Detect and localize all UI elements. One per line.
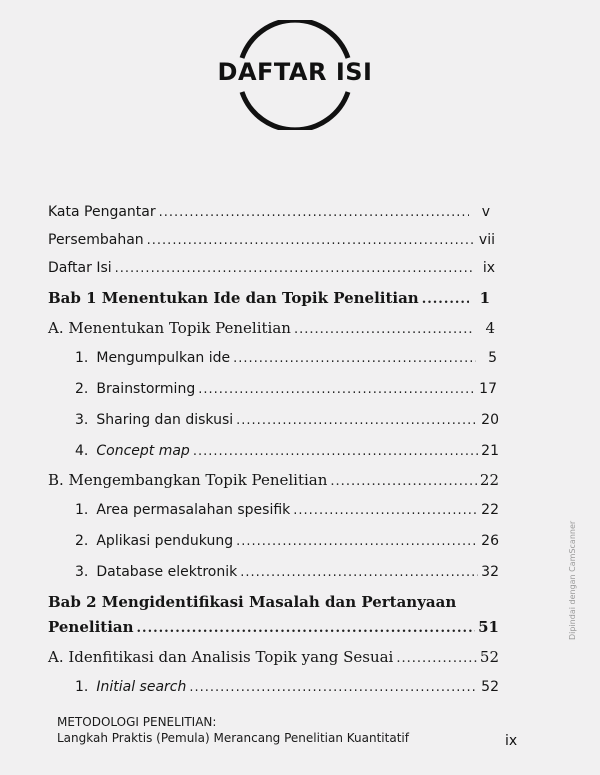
toc-label: Area permasalahan spesifik — [96, 502, 291, 518]
leader-dots — [396, 649, 477, 669]
toc-page-number: 21 — [481, 443, 499, 459]
toc-label: Bab 1 Menentukan Ide dan Topik Penelitian — [48, 289, 419, 307]
leader-dots — [147, 231, 474, 251]
footer-book-subtitle: Langkah Praktis (Pemula) Merancang Penelitian Kuantitatif — [57, 731, 409, 745]
toc-entry-daftar-isi[interactable] — [48, 258, 495, 278]
leader-dots — [422, 290, 469, 310]
toc-page-number: 52 — [481, 679, 499, 695]
leader-dots — [236, 532, 478, 552]
leader-dots — [293, 501, 478, 521]
toc-entry-kata-pengantar[interactable] — [48, 202, 490, 222]
toc-label: B. Mengembangkan Topik Penelitian — [48, 471, 328, 489]
toc-entry-area-permasalahan[interactable] — [75, 500, 499, 520]
toc-label: Sharing dan diskusi — [96, 412, 234, 428]
toc-entry-brainstorming[interactable] — [75, 379, 497, 399]
toc-entry-bab-2-line-1[interactable]: Bab 2 Mengidentifikasi Masalah dan Pertanyaan — [48, 593, 457, 611]
leader-dots — [240, 563, 478, 583]
scanner-watermark: Dipindai dengan CamScanner — [568, 520, 577, 640]
toc-label: Mengumpulkan ide — [96, 350, 231, 366]
page-title: DAFTAR ISI — [217, 58, 373, 86]
toc-page-number: vii — [478, 232, 495, 248]
toc-page-number: 22 — [481, 502, 499, 518]
toc-entry-mengumpulkan-ide[interactable] — [75, 348, 497, 368]
toc-page-number: 17 — [479, 381, 497, 397]
leader-dots — [189, 678, 478, 698]
toc-label: A. Menentukan Topik Penelitian — [48, 319, 291, 337]
toc-page-number: 5 — [488, 350, 497, 366]
toc-page-number: 20 — [481, 412, 499, 428]
toc-page-number: 22 — [479, 471, 499, 489]
toc-item-number: 1. — [75, 679, 89, 695]
toc-page-number: 32 — [481, 564, 499, 580]
leader-dots — [137, 619, 476, 639]
footer-book-title: METODOLOGI PENELITIAN: — [57, 715, 217, 729]
toc-page-number: 4 — [485, 319, 495, 337]
toc-entry-bab-2-line-2[interactable] — [48, 617, 499, 637]
toc-page-number: 52 — [479, 648, 499, 666]
toc-entry-concept-map[interactable] — [75, 441, 499, 461]
toc-entry-aplikasi-pendukung[interactable] — [75, 531, 499, 551]
toc-entry-database-elektronik[interactable] — [75, 562, 499, 582]
toc-item-number: 1. — [75, 502, 89, 518]
leader-dots — [294, 320, 474, 340]
toc-entry-bab-1[interactable] — [48, 288, 490, 308]
toc-label: Aplikasi pendukung — [96, 533, 234, 549]
toc-page-number: v — [481, 204, 490, 220]
toc-label: Kata Pengantar — [48, 204, 156, 220]
leader-dots — [159, 203, 469, 223]
leader-dots — [236, 411, 478, 431]
toc-entry-section-a-bab-2[interactable] — [48, 647, 499, 667]
toc-label: Penelitian — [48, 618, 134, 636]
toc-label: Persembahan — [48, 232, 144, 248]
footer-page-number: ix — [505, 733, 518, 749]
toc-page-number: ix — [482, 260, 495, 276]
toc-item-number: 1. — [75, 350, 89, 366]
toc-page-number: 51 — [478, 618, 499, 636]
toc-page-number: 1 — [479, 289, 490, 307]
page-footer — [57, 714, 409, 746]
leader-dots — [115, 259, 474, 279]
leader-dots — [193, 442, 478, 462]
toc-label: Database elektronik — [96, 564, 238, 580]
toc-label: Initial search — [96, 679, 187, 695]
leader-dots — [330, 472, 476, 492]
toc-label: A. Idenfitikasi dan Analisis Topik yang Sesuai — [48, 648, 394, 666]
toc-item-number: 3. — [75, 412, 89, 428]
toc-label: Brainstorming — [96, 381, 196, 397]
toc-item-number: 4. — [75, 443, 89, 459]
leader-dots — [233, 349, 476, 369]
toc-item-number: 2. — [75, 533, 89, 549]
toc-item-number: 2. — [75, 381, 89, 397]
toc-item-number: 3. — [75, 564, 89, 580]
toc-entry-section-b[interactable] — [48, 470, 499, 490]
toc-page-number: 26 — [481, 533, 499, 549]
toc-entry-sharing-dan-diskusi[interactable] — [75, 410, 499, 430]
toc-entry-persembahan[interactable] — [48, 230, 495, 250]
toc-label: Concept map — [96, 443, 190, 459]
toc-entry-initial-search[interactable] — [75, 677, 499, 697]
toc-label: Daftar Isi — [48, 260, 112, 276]
leader-dots — [198, 380, 476, 400]
toc-entry-section-a[interactable] — [48, 318, 495, 338]
